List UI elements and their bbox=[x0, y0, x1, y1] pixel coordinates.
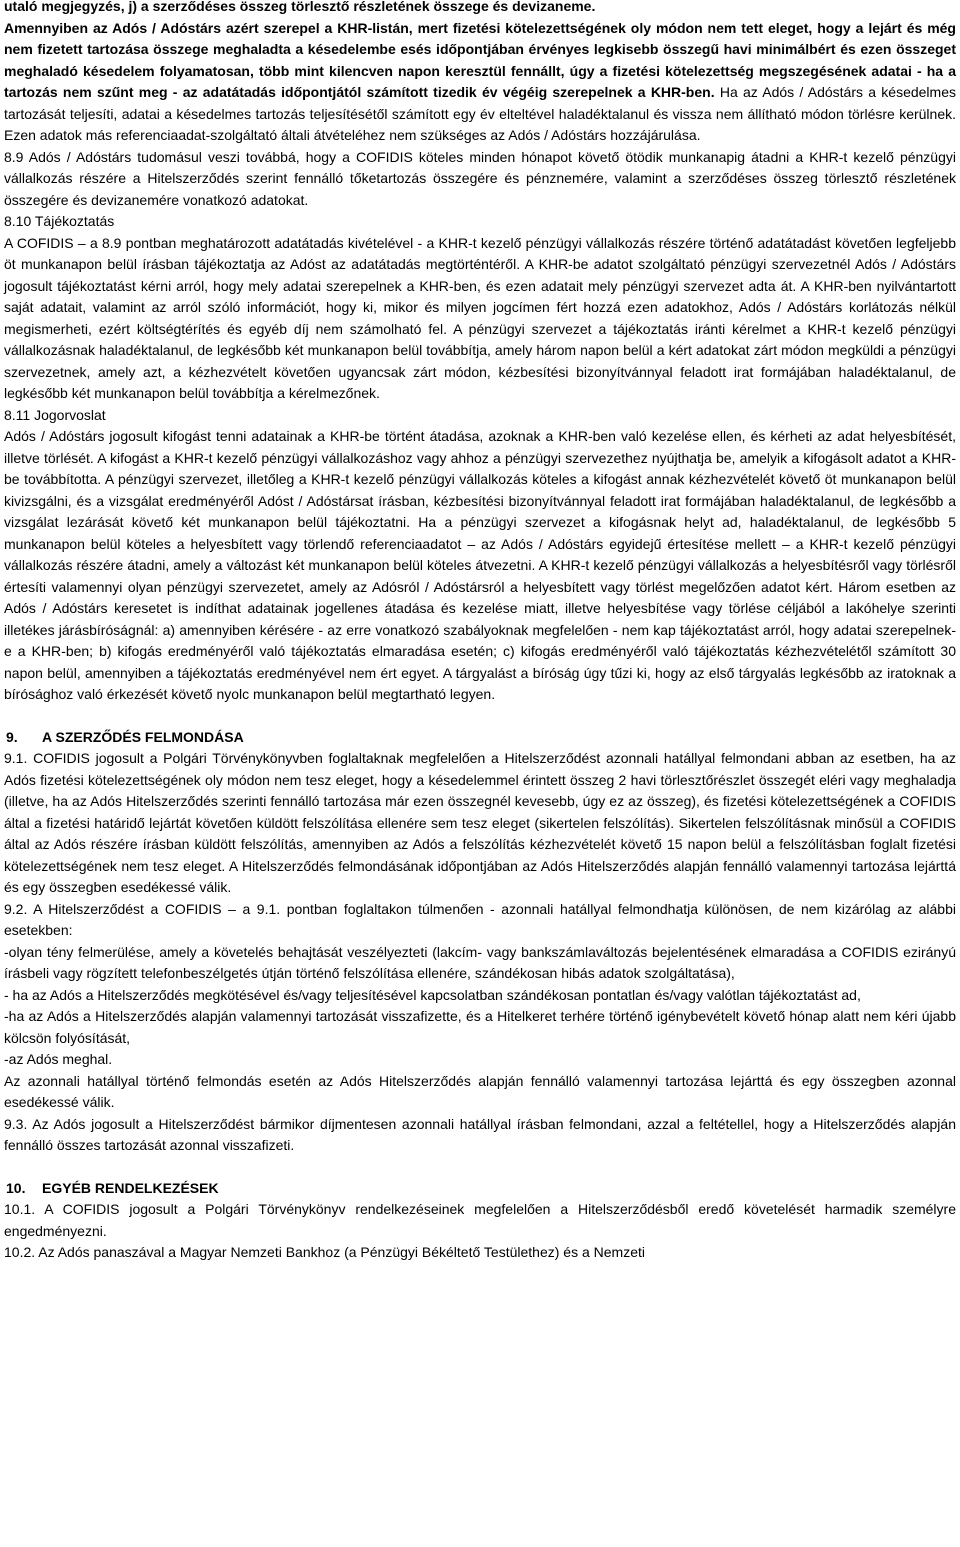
clause-8-10-heading: 8.10 Tájékoztatás bbox=[4, 213, 115, 229]
clause-9-2-item-4: -az Adós meghal. bbox=[4, 1051, 113, 1067]
clause-9-1: 9.1. COFIDIS jogosult a Polgári Törvénykönyvben foglaltaknak megfelelően a Hitelszerződést azonnali hatállyal felmondani abban az esetben, ha az Adós fizetési kötelezettségének oly módon nem tesz eleget, hogy a késedelemmel érintett összeg 2 havi törlesztőrészlet összegét eléri vagy meghaladja (illetve, ha az Adós Hitelszerződés szerinti fennálló tartozása már ezen összegnél kevesebb, úgy ez az összeg), és fizetési kötelezettségének a COFIDIS által a fizetési határidő lejártát követően küldött felszólítása ellenére sem tesz eleget (sikertelen felszólítás). Sikertelen felszólításnak minősül a COFIDIS által az Adós részére írásban küldött felszólítás, amennyiben az Adós a felszólítás kézhezvételét követő 15 napon belül a felszólításban foglalt fizetési kötelezettségének nem tesz eleget. A Hitelszerződés felmondásának időpontjában az Adós Hitelszerződés alapján fennálló valamennyi tartozása lejárttá és egy összegben esedékessé válik. bbox=[4, 750, 956, 895]
section-9-title: A SZERZŐDÉS FELMONDÁSA bbox=[42, 728, 244, 745]
clause-9-2-item-1: -olyan tény felmerülése, amely a követelés behajtását veszélyezteti (lakcím- vagy bankszámlaváltozás bejelentésének elmaradása a COFIDIS ezirányú írásbeli vagy rögzített telefonbeszélgetés útján történő felszólítása ellenére, szándékosan hibás adatok szolgáltatása), bbox=[4, 943, 956, 981]
khr-listing-rest-text: Ha az Adós / Adóstárs a késedelmes tartozását teljesíti, adatai a késedelmes tartozás teljesítésétől számított egy év elteltével haladéktalanul és vissza nem állítható módon törlésre kerülnek. Ezen adatok más referenciaadat-szolgáltató általi átvételéhez nem szükséges az Adós / Adóstárs hozzájárulása. bbox=[4, 84, 956, 143]
section-9-heading bbox=[4, 727, 956, 749]
clause-8-10-body: A COFIDIS – a 8.9 pontban meghatározott adatátadás kivételével - a KHR-t kezelő pénzügyi vállalkozás részére történő adatátadást követően legfeljebb öt munkanapon belül írásban tájékoztatja az Adóst az adatátadás megtörténtéről. A KHR-be adatot szolgáltató pénzügyi szervezetnél Adós / Adóstárs jogosult tájékoztatást kérni arról, hogy mely adatai szerepelnek a KHR-ben, és ezen adatait mely pénzügyi szervezet adta át. A KHR-ben nyilvántartott saját adatait, valamint az arról szóló információt, hogy ki, mikor és milyen jogcímen fért hozzá ezen adatokhoz, Adós / Adóstárs korlátozás nélkül megismerheti, ezért költségtérítés és egyéb díj nem számolható fel. A pénzügyi szervezet a tájékoztatás iránti kérelmet a KHR-t kezelő pénzügyi vállalkozásnak haladéktalanul, de legkésőbb két munkanapon belül továbbítja, amely három napon belül a kért adatokat zárt módon megküldi a pénzügyi szervezetnek, amely azt, a kézhezvételt követően ugyancsak zárt módon, kézbesítési bizonyítvánnyal feladott irat formájában haladéktalanul, de legkésőbb két munkanapon belül továbbítja a kérelmezőnek. bbox=[4, 234, 956, 401]
clause-8-11-body: Adós / Adóstárs jogosult kifogást tenni adatainak a KHR-be történt átadása, azoknak a KHR-ben való kezelése ellen, és kérheti az adat helyesbítését, illetve törlését. A kifogást a KHR-t kezelő pénzügyi vállalkozáshoz vagy ahhoz a pénzügyi szervezethez nyújthatja be, amelyik a kifogásolt adatot a KHR-be továbbította. A pénzügyi szervezet, illetőleg a KHR-t kezelő pénzügyi vállalkozás köteles a kifogást annak kézhezvételét követő öt munkanapon belül kivizsgálni, és a vizsgálat eredményéről Adóst / Adóstársat írásban, kézbesítési bizonyítvánnyal feladott irat formájában haladéktalanul, de legkésőbb a vizsgálat lezárását követő két munkanapon belül tájékoztatni. Ha a pénzügyi szervezet a kifogásnak helyt ad, haladéktalanul, de legkésőbb 5 munkanapon belül köteles a helyesbített vagy törlendő referenciaadatot – az Adós / Adóstárs egyidejű értesítése mellett – a KHR-t kezelő pénzügyi vállalkozás részére átadni, amely a változást két munkanapon belül köteles átvezetni. A KHR-t kezelő pénzügyi vállalkozás a helyesbítésről vagy törlésről értesíti valamennyi olyan pénzügyi szervezetet, amely az Adósról / Adóstársról a helyesbített vagy törlést megelőzően adatot kért. Három esetben az Adós / Adóstárs keresetet is indíthat adatainak jogellenes átadása és kezelése miatt, illetve helyesbítése vagy törlése céljából a lakóhelye szerinti illetékes járásbíróságnál: a) amennyiben kérésére - az erre vonatkozó szabályoknak megfelelően - nem kap tájékoztatást arról, hogy adatai szerepelnek-e a KHR-ben; b) kifogás eredményéről való tájékoztatás elmaradása esetén; c) kifogás eredményéről való tájékoztatás kézhezvételétől számított 30 napon belül, amennyiben a tájékoztatás eredményével nem ért egyet. A tárgyalást a bíróság úgy tűzi ki, hogy az első tárgyalás legkésőbb az iratoknak a bírósághoz való érkezését követő nyolc munkanapon belül megtartható legyen. bbox=[4, 428, 956, 702]
clause-10-1: 10.1. A COFIDIS jogosult a Polgári Törvénykönyv rendelkezéseinek megfelelően a Hitelszerződésből eredő követelését harmadik személyre engedményezni. bbox=[4, 1201, 956, 1239]
khr-listing-paragraph bbox=[4, 18, 956, 147]
section-10-title: EGYÉB RENDELKEZÉSEK bbox=[42, 1179, 219, 1196]
clause-9-3: 9.3. Az Adós jogosult a Hitelszerződést bármikor díjmentesen azonnali hatállyal írásban felmondani, azzal a feltétellel, hogy a Hitelszerződés alapján fennálló összes tartozását azonnal visszafizeti. bbox=[4, 1115, 956, 1153]
clause-9-2-item-2: - ha az Adós a Hitelszerződés megkötésével és/vagy teljesítésével kapcsolatban szándékosan pontatlan és/vagy valótlan tájékoztatást ad, bbox=[4, 986, 861, 1003]
clause-9-2: 9.2. A Hitelszerződést a COFIDIS – a 9.1. pontban foglaltakon túlmenően - azonnali hatállyal felmondhatja különösen, de nem kizárólag az alábbi esetekben: bbox=[4, 900, 956, 938]
clause-10-2: 10.2. Az Adós panaszával a Magyar Nemzeti Bankhoz (a Pénzügyi Békéltető Testülethez) és a Nemzeti bbox=[4, 1244, 645, 1260]
section-10-number: 10. bbox=[6, 1179, 26, 1196]
clause-9-2-consequence: Az azonnali hatállyal történő felmondás esetén az Adós Hitelszerződés alapján fennálló valamennyi tartozása lejárttá és egy összegben azonnal esedékessé válik. bbox=[4, 1072, 956, 1110]
khr-listing-bold-text: Amennyiben az Adós / Adóstárs azért szerepel a KHR-listán, mert fizetési kötelezettségének oly módon nem tett eleget, hogy a lejárt és még nem fizetett tartozása összege meghaladta a késedelembe esés időpontjában érvényes legkisebb összegű havi minimálbért és ezen összeget meghaladó késedelem folyamatosan, több mint kilencven napon keresztül fennállt, úgy a fizetési kötelezettség megszegésének adatai - ha a tartozás nem szűnt meg - az adatátadás időpontjától számított tizedik év végéig szerepelnek a KHR-ben. bbox=[4, 19, 956, 100]
section-9-number: 9. bbox=[6, 728, 18, 745]
section-10-heading bbox=[4, 1178, 956, 1200]
section-8-fragment: utaló megjegyzés, j) a szerződéses összeg törlesztő részletének összege és devizaneme. bbox=[4, 0, 596, 14]
clause-8-11-heading: 8.11 Jogorvoslat bbox=[4, 406, 106, 423]
clause-9-2-item-3: -ha az Adós a Hitelszerződés alapján valamennyi tartozását visszafizette, és a Hitelkeret terhére történő igénybevételt követő hónap alatt nem kéri újabb kölcsön folyósítását, bbox=[4, 1008, 956, 1046]
clause-8-9: 8.9 Adós / Adóstárs tudomásul veszi továbbá, hogy a COFIDIS köteles minden hónapot követő ötödik munkanapig átadni a KHR-t kezelő pénzügyi vállalkozás részére a Hitelszerződés szerint fennálló tőketartozás összegére és pénznemére, valamint a szerződéses összeg törlesztő részletének összegére és devizanemére vonatkozó adatokat. bbox=[4, 148, 956, 208]
